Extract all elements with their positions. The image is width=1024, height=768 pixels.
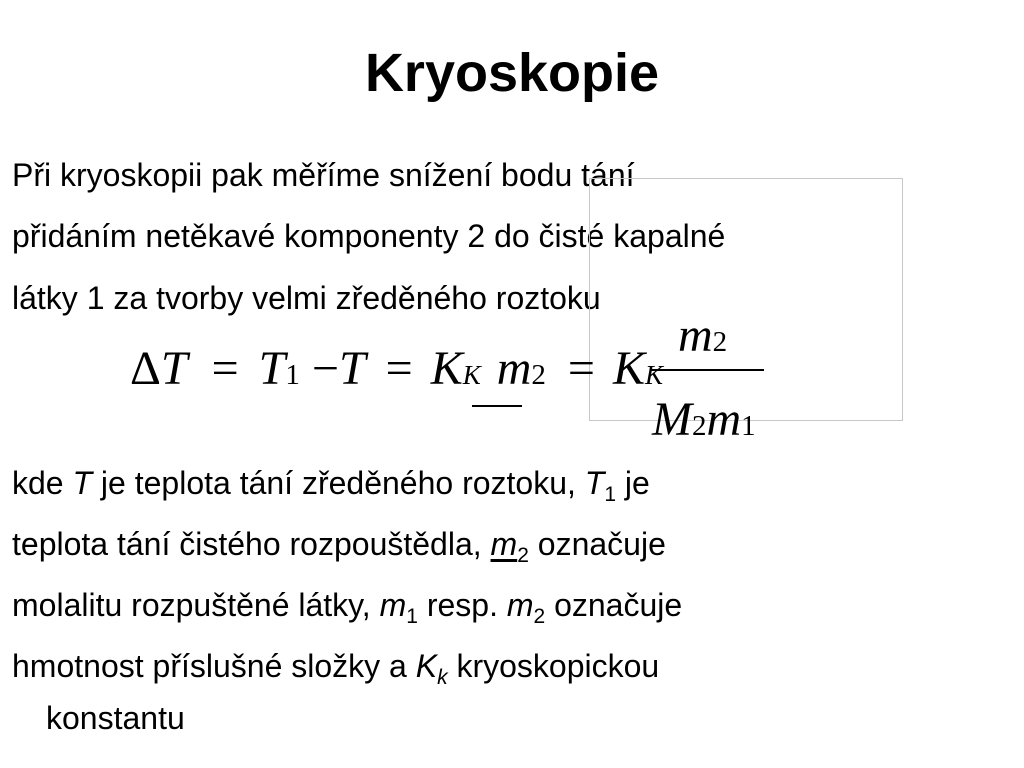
expl-text: kde [12, 465, 73, 501]
explanation-line-3 [12, 585, 682, 637]
eq-equals-3: = [567, 342, 595, 395]
explanation-line-4 [12, 646, 659, 698]
expl-Kk: K [415, 648, 438, 684]
explanation-line-5: konstantu [46, 700, 185, 736]
expl-text: resp. [417, 587, 507, 623]
expl-text: teplota tání čistého rozpouštědla, [12, 526, 491, 562]
expl-text: označuje [545, 587, 683, 623]
expl-m2: m [506, 587, 534, 623]
eq-K2-sub: K [645, 360, 664, 390]
equation-main-row [130, 341, 663, 403]
eq-den-m: m [706, 393, 742, 446]
eq-denominator [652, 392, 756, 454]
eq-fraction-bar [650, 369, 764, 371]
expl-m1: m [379, 587, 407, 623]
eq-T: T [160, 342, 188, 395]
expl-text: kryoskopickou [447, 648, 660, 684]
eq-equals-2: = [385, 342, 413, 395]
intro-line-1: Při kryoskopii pak měříme snížení bodu tání [12, 157, 635, 193]
slide-title: Kryoskopie [364, 43, 660, 103]
eq-minus: − [311, 342, 339, 395]
eq-K2: K [613, 342, 646, 395]
eq-m2-underline [472, 405, 522, 407]
expl-m2-underlined: m [490, 526, 518, 562]
eq-T2: T [338, 342, 366, 395]
expl-text: je teplota tání zředěného roztoku, [92, 465, 585, 501]
expl-text: hmotnost příslušné složky a [12, 648, 416, 684]
expl-Kk-sub: k [437, 666, 448, 689]
expl-m2-sub: 2 [533, 605, 546, 628]
intro-line-2: přidáním netěkavé komponenty 2 do čisté kapalné [12, 218, 726, 254]
eq-T1-sub: 1 [285, 359, 300, 391]
expl-text: molalitu rozpuštěné látky, [12, 587, 380, 623]
eq-K1-sub: K [462, 360, 481, 390]
eq-num-sub: 2 [712, 326, 728, 358]
eq-den-M: M [652, 393, 692, 446]
intro-line-3: látky 1 za tvorby velmi zředěného roztoku [12, 280, 601, 316]
expl-text: označuje [528, 526, 666, 562]
expl-T1: T [584, 465, 605, 501]
eq-equals-1: = [211, 342, 239, 395]
eq-delta: Δ [130, 342, 161, 395]
expl-m1-sub: 1 [406, 605, 418, 628]
eq-num-m: m [678, 309, 713, 362]
explanation-line-2 [12, 524, 666, 576]
eq-numerator [678, 308, 727, 370]
eq-K1: K [430, 342, 463, 395]
expl-T1-sub: 1 [604, 483, 617, 506]
expl-text: je [616, 465, 650, 501]
eq-den-m-sub: 1 [741, 410, 756, 442]
eq-m2: m [496, 342, 532, 395]
eq-den-M-sub: 2 [691, 410, 707, 442]
eq-T1: T [258, 342, 286, 395]
explanation-line-1 [12, 463, 650, 515]
expl-m2-sub: 2 [517, 544, 529, 567]
expl-T: T [72, 465, 93, 501]
eq-m2-sub: 2 [531, 359, 546, 391]
